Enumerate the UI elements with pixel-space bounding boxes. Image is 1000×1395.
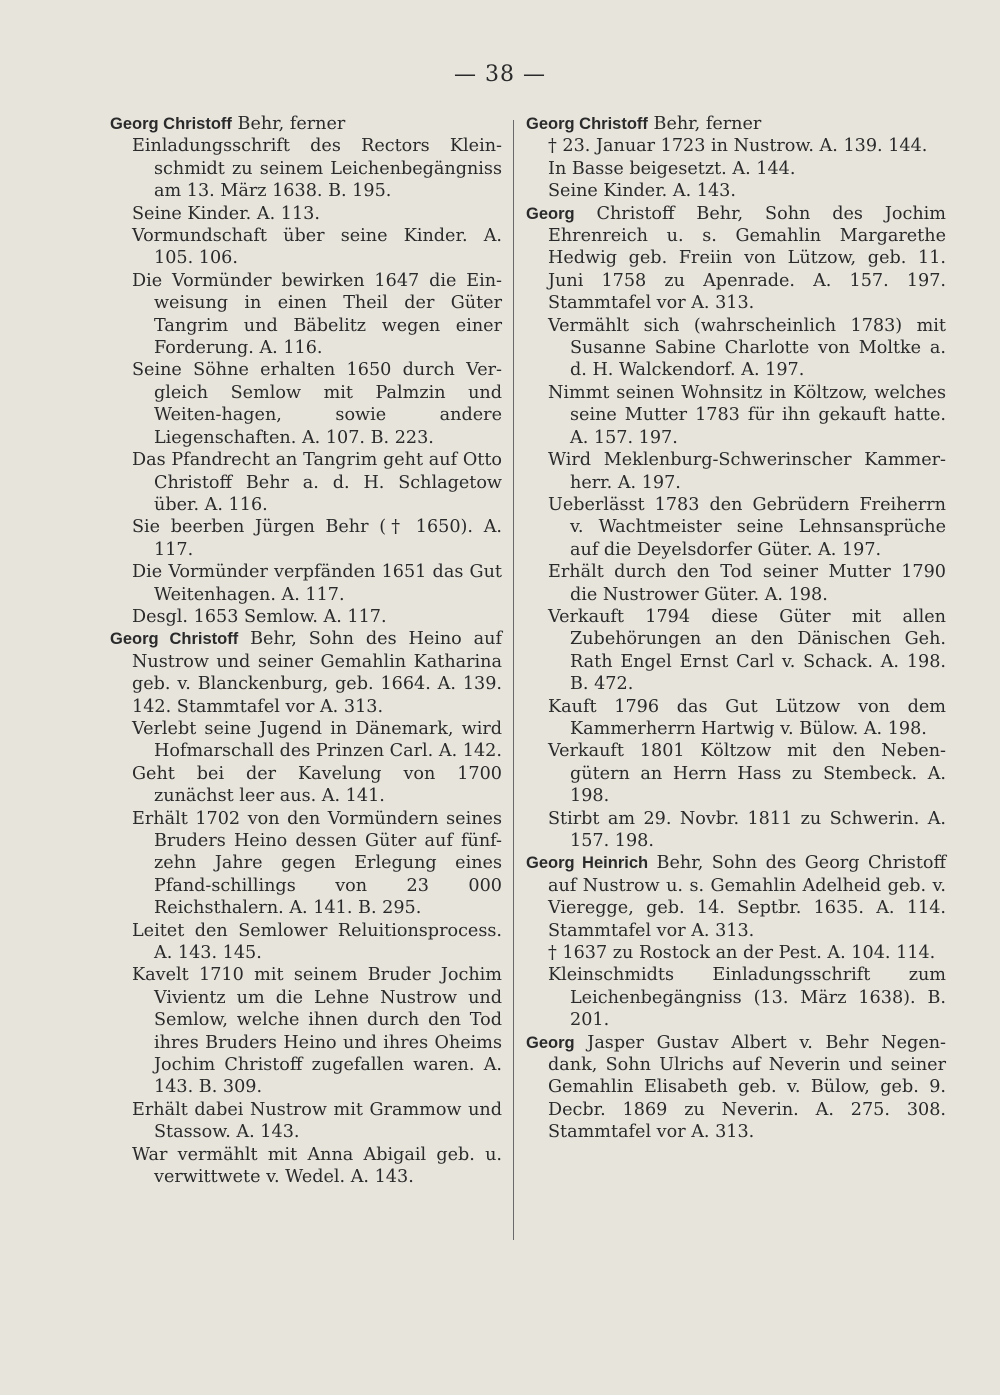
column-divider	[513, 120, 514, 1240]
entry-line: Erhält dabei Nustrow mit Grammow und Stassow. A. 143.	[132, 1099, 502, 1143]
entry-line: In Basse beigesetzt. A. 144.	[548, 158, 796, 179]
entry	[526, 1032, 946, 1144]
entry-line: Sie beerben Jürgen Behr († 1650). A. 117.	[132, 517, 502, 560]
entry-line: Kleinschmidts Einladungsschrift zum Leichenbegängniss (13. März 1638). B. 201.	[548, 965, 946, 1031]
entry-line: Erhält 1702 von den Vormündern seines Bruders Heino dessen Güter auf fünf-zehn Jahre gegen Erlegung eines Pfand-schillings von 23 000 Reichsthalern. A. 141. B. 295.	[132, 808, 502, 919]
entry-line: Erhält durch den Tod seiner Mutter 1790 die Nustrower Güter. A. 198.	[548, 562, 946, 605]
entry-line: † 23. Januar 1723 in Nustrow. A. 139. 144.	[548, 136, 928, 157]
page-number: — 38 —	[454, 62, 546, 87]
entry-line: Verlebt seine Jugend in Dänemark, wird Hofmarschall des Prinzen Carl. A. 142.	[132, 718, 502, 762]
entry-line: War vermählt mit Anna Abigail geb. u. verwittwete v. Wedel. A. 143.	[132, 1144, 502, 1188]
entry-heading	[110, 628, 502, 718]
entry-line: Das Pfandrecht an Tangrim geht auf Otto Christoff Behr a. d. H. Schlagetow über. A. 116.	[132, 450, 502, 515]
left-column	[110, 113, 502, 1189]
entry-name: Georg	[526, 204, 575, 223]
entry-line: Geht bei der Kavelung von 1700 zunächst leer aus. A. 141.	[132, 763, 502, 807]
entry-line: Kauft 1796 das Gut Lützow von dem Kammerherrn Hartwig v. Bülow. A. 198.	[548, 696, 946, 739]
entry-heading-text: Behr, ferner	[231, 114, 346, 134]
entry-line: Leitet den Semlower Reluitionsprocess. A. 143. 145.	[132, 920, 502, 964]
entry-line: Vormundschaft über seine Kinder. A. 105. 106.	[132, 226, 502, 269]
entry	[526, 852, 946, 1031]
entry-line: Kavelt 1710 mit seinem Bruder Jochim Vivientz um die Lehne Nustrow und Semlow, welche ihnen durch den Tod ihres Bruders Heino und ihres Oheims Jochim Christoff zugefallen waren. A. 143. B. 309.	[132, 965, 502, 1098]
entry-name: Georg Christoff	[110, 630, 239, 649]
entry-line: Wird Meklenburg-Schwerinscher Kammer-herr. A. 197.	[548, 450, 946, 493]
entry-heading	[526, 113, 946, 135]
entry-line: Einladungsschrift des Rectors Klein-schmidt zu seinem Leichenbegängniss am 13. März 1638. B. 195.	[132, 136, 502, 202]
entry-line: Die Vormünder bewirken 1647 die Ein-weisung in einen Theil der Güter Tangrim und Bäbelitz wegen einer Forderung. A. 116.	[132, 270, 502, 359]
entry	[110, 628, 502, 1188]
entry-line: Seine Kinder. A. 143.	[548, 181, 736, 202]
entry-line: Seine Söhne erhalten 1650 durch Ver-gleich Semlow mit Palmzin und Weiten-hagen, sowie andere Liegenschaften. A. 107. B. 223.	[132, 360, 502, 448]
entry-heading	[526, 203, 946, 315]
entry-name: Georg	[526, 1033, 575, 1052]
entry-heading	[526, 852, 946, 942]
entry-line: Stirbt am 29. Novbr. 1811 zu Schwerin. A. 157. 198.	[548, 808, 946, 851]
entry-name: Georg Heinrich	[526, 854, 649, 873]
entry-name: Georg Christoff	[526, 115, 648, 133]
entry-line: Verkauft 1794 diese Güter mit allen Zubehörungen an den Dänischen Geh. Rath Engel Ernst Carl v. Schack. A. 198. B. 472.	[548, 606, 946, 695]
entry-line: Desgl. 1653 Semlow. A. 117.	[132, 606, 387, 627]
entry-heading-text: Behr, Sohn des Heino auf Nustrow und seiner Gemahlin Katharina geb. v. Blanckenburg, geb. 1664. A. 139. 142. Stammtafel vor A. 313.	[132, 629, 502, 717]
entry-line: Ueberlässt 1783 den Gebrüdern Freiherrn v. Wachtmeister seine Lehnsansprüche auf die Deyelsdorfer Güter. A. 197.	[548, 494, 946, 560]
entry-name: Georg Christoff	[110, 115, 232, 133]
entry	[110, 113, 502, 628]
entry-line: Die Vormünder verpfänden 1651 das Gut Weitenhagen. A. 117.	[132, 562, 502, 605]
entry-line: Seine Kinder. A. 113.	[132, 203, 320, 224]
entry-line: Verkauft 1801 Költzow mit den Neben-gütern an Herrn Hass zu Stembeck. A. 198.	[548, 741, 946, 807]
entry-heading	[526, 1032, 946, 1144]
entry-line: Vermählt sich (wahrscheinlich 1783) mit Susanne Sabine Charlotte von Moltke a. d. H. Walckendorf. A. 197.	[548, 315, 946, 381]
entry-heading	[110, 113, 502, 135]
right-column	[526, 113, 946, 1144]
entry-heading-text: Jasper Gustav Albert v. Behr Negen-dank, Sohn Ulrichs auf Neverin und seiner Gemahlin Elisabeth geb. v. Bülow, geb. 9. Decbr. 1869 zu Neverin. A. 275. 308. Stammtafel vor A. 313.	[548, 1032, 946, 1143]
entry-line: † 1637 zu Rostock an der Pest. A. 104. 114.	[548, 943, 936, 964]
entry	[526, 203, 946, 853]
entry-heading-text: Behr, ferner	[647, 114, 762, 134]
entry-heading-text: Christoff Behr, Sohn des Jochim Ehrenreich u. s. Gemahlin Margarethe Hedwig geb. Freiin von Lützow, geb. 11. Juni 1758 zu Apenrade. A. 157. 197. Stammtafel vor A. 313.	[548, 203, 946, 314]
entry	[526, 113, 946, 203]
entry-heading-text: Behr, Sohn des Georg Christoff auf Nustrow u. s. Gemahlin Adelheid geb. v. Vieregge, geb. 14. Septbr. 1635. A. 114. Stammtafel vor A. 313.	[548, 853, 946, 941]
entry-line: Nimmt seinen Wohnsitz in Költzow, welches seine Mutter 1783 für ihn gekauft hatte. A. 157. 197.	[548, 382, 946, 448]
